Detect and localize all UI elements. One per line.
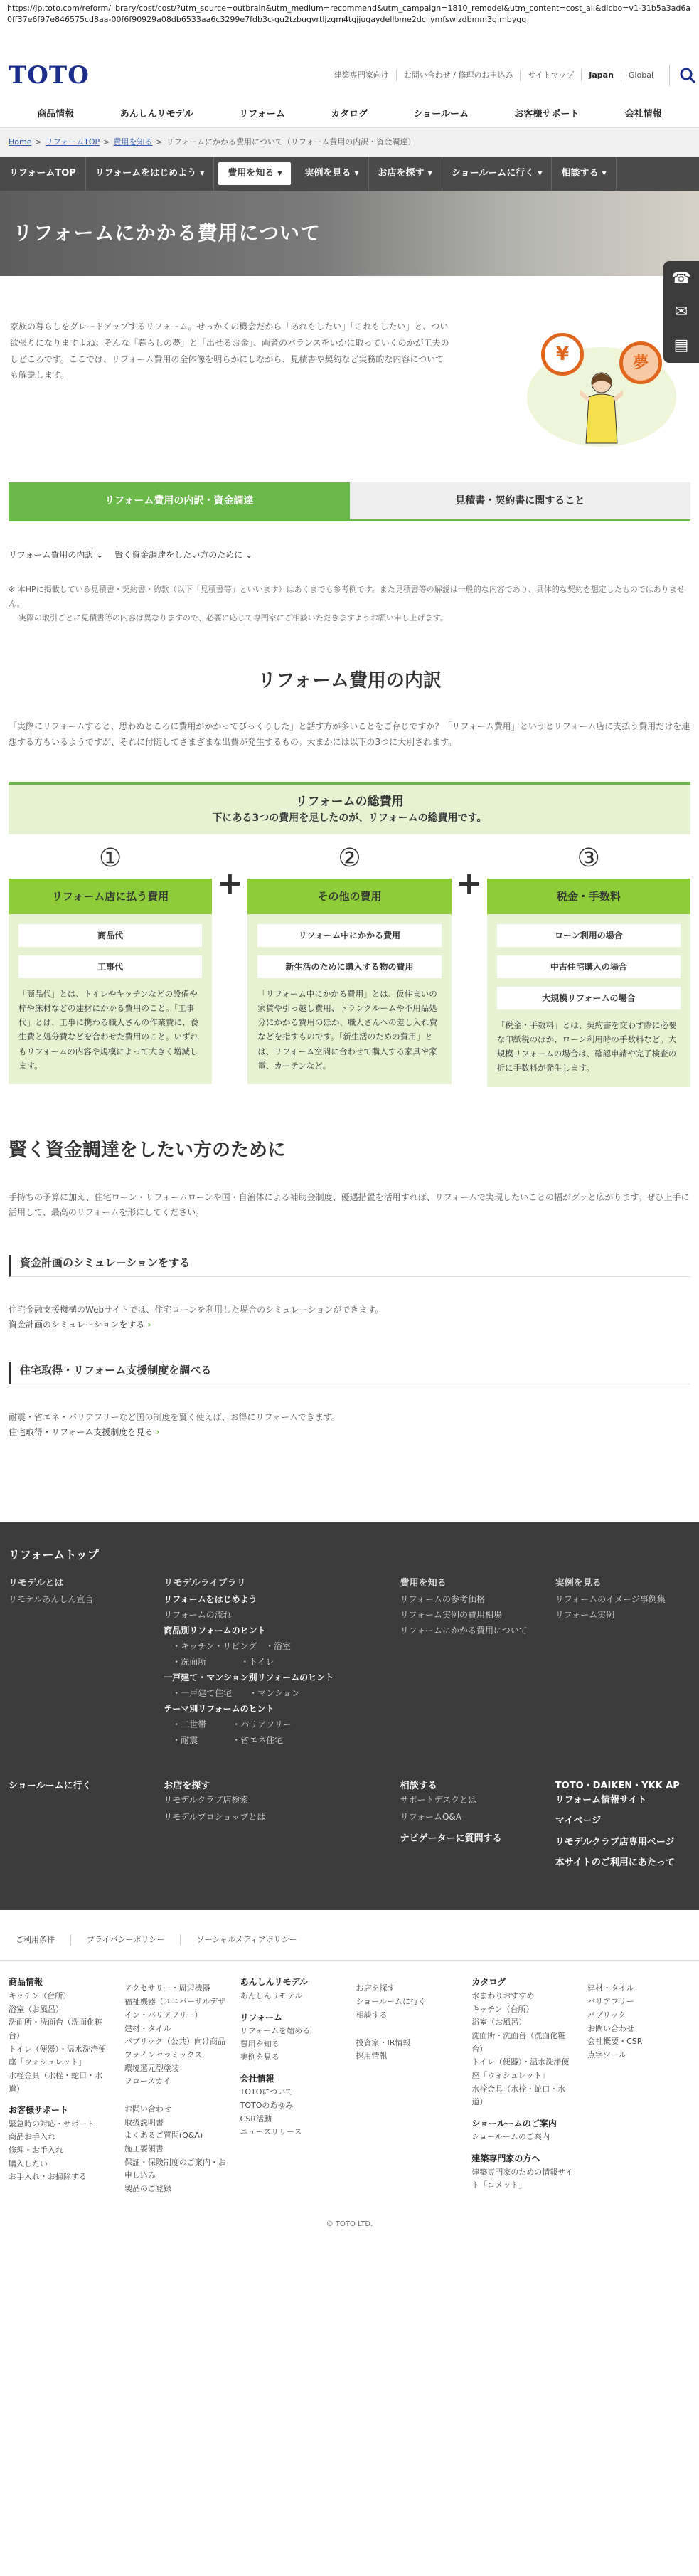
column-body	[9, 914, 212, 1084]
footer-navigator-link[interactable]: ナビゲーターに質問する	[400, 1833, 502, 1844]
footer-link[interactable]: リモデルプロショップとは	[164, 1811, 266, 1822]
intro-illustration	[513, 319, 683, 461]
crumb-current: リフォームにかかる費用について（リフォーム費用の内訳・資金調達）	[166, 137, 416, 147]
hero-banner	[0, 191, 699, 276]
sitemap-link[interactable]: 点字ツール	[587, 2050, 626, 2060]
subnav-shops[interactable]: お店を探す ▼	[369, 157, 442, 191]
sitemap-link[interactable]: お手入れ・お掃除する	[9, 2172, 87, 2182]
subnav-consult[interactable]: 相談する ▼	[552, 157, 616, 191]
sitemap-heading[interactable]: お客様サポート	[9, 2105, 69, 2116]
footer-link[interactable]: リフォームの流れ	[164, 1610, 232, 1621]
column-item: 大規模リフォームの場合	[497, 987, 681, 1009]
column-item: 工事代	[18, 955, 202, 978]
sitemap-link[interactable]: CSR活動	[240, 2114, 272, 2124]
sitemap-link[interactable]: ニュースリリース	[240, 2127, 302, 2137]
footer-link[interactable]: ・キッチン・リビング ・浴室	[172, 1641, 292, 1652]
footer-showroom-link[interactable]: ショールームに行く	[9, 1781, 92, 1792]
subnav-examples[interactable]: 実例を見る ▼	[295, 157, 368, 191]
gnav-catalog[interactable]: カタログ	[331, 108, 368, 120]
sitemap-link[interactable]: 修理・お手入れ	[9, 2146, 63, 2156]
util-link-contact[interactable]: お問い合わせ / 修理のお申込み	[396, 70, 521, 82]
sitemap-link[interactable]: 施工要領書	[124, 2144, 164, 2154]
footer-consult-heading[interactable]: 相談する	[400, 1781, 437, 1792]
sitemap-link[interactable]: お店を探す	[356, 1983, 395, 1993]
column-text: 「商品代」とは、トイレやキッチンなどの設備や枠や床材などの建材にかかる費用のこと。「工事代」とは、工事に携わる職人さんの作業費に、養生費と処分費などを合わせた費用のこと。いずれもリフォームの内容や規模によって大きく増減します。	[18, 989, 198, 1071]
column-item: ローン利用の場合	[497, 924, 681, 947]
column-number: ①	[99, 844, 122, 874]
footer-col-examples	[555, 1576, 690, 1750]
footer-grid	[9, 1576, 690, 1750]
sitemap-heading[interactable]: ショールームのご案内	[471, 2119, 557, 2129]
reform-subnav	[0, 157, 699, 191]
support-text: 耐震・省エネ・バリアフリーなど国の制度を賢く使えば、お得にリフォームできます。	[9, 1412, 340, 1423]
footer-right-link[interactable]: リモデルクラブ店専用ページ	[555, 1836, 675, 1848]
subnav-showroom[interactable]: ショールームに行く ▼	[442, 157, 553, 191]
footer-link[interactable]: リフォームをはじめよう	[164, 1594, 257, 1605]
footer-link[interactable]: ・一戸建て住宅 ・マンション	[172, 1688, 300, 1699]
footer-nav	[0, 1522, 699, 1910]
sitemap-link[interactable]: 採用情報	[356, 2051, 388, 2061]
lang-global[interactable]: Global	[621, 70, 661, 82]
column-heading: その他の費用	[247, 879, 451, 914]
sitemap-link[interactable]: 投資家・IR情報	[356, 2037, 411, 2047]
breakdown-title: リフォーム費用の内訳	[257, 670, 442, 692]
lang-japan[interactable]: Japan	[581, 70, 621, 82]
address-bar-url[interactable]: https://jp.toto.com/reform/library/cost/cost/?utm_source=outbrain&utm_medium=recommend&utm_campaign=1810_remodel&utm_content=cost_all&dicbo=v1-31b5a3ad6a0ff37e6f97e846575cd8aa-00f6f90929a08db6533aa6c3299e7fdb3c-gu2tzbugvrtljzgm4tgjjugaydellbme2dcljymfswizdbmm3gimbygq	[7, 4, 691, 24]
total-cost-box	[9, 782, 690, 835]
anchor-links	[0, 521, 699, 583]
sitemap-link[interactable]: キッチン（台所）	[471, 2004, 534, 2014]
search-icon[interactable]	[669, 65, 690, 86]
sitemap-link[interactable]: リフォームを始める	[240, 2025, 311, 2035]
sitemap-link[interactable]: 商品お手入れ	[9, 2132, 55, 2142]
footer-reform-top[interactable]: リフォームトップ	[9, 1547, 99, 1562]
footer-link[interactable]: リフォーム実例	[555, 1610, 615, 1621]
sitemap-link[interactable]: 水まわりおすすめ	[471, 1991, 535, 2000]
yen-coin-icon: ¥	[541, 333, 584, 376]
sitemap-link[interactable]: 洗面所・洗面台（洗面化粧台）	[9, 2018, 102, 2040]
sitemap-link[interactable]: TOTOのあゆみ	[240, 2101, 294, 2111]
site-header	[0, 50, 699, 101]
column-item: リフォーム中にかかる費用	[257, 924, 441, 947]
sitemap-heading[interactable]	[587, 1975, 690, 1982]
crumb-reform-top[interactable]: リフォームTOP	[45, 137, 100, 147]
plus-icon: +	[216, 865, 243, 902]
sitemap-heading[interactable]	[124, 2096, 228, 2103]
utility-links	[327, 65, 690, 86]
sitemap-link[interactable]: バリアフリー	[587, 1997, 634, 2007]
footer-col-heading[interactable]: 実例を見る	[555, 1577, 602, 1589]
sitemap-link[interactable]: 会社概要・CSR	[587, 2037, 643, 2047]
policy-links	[0, 1910, 699, 1961]
sitemap-link[interactable]: TOTOについて	[240, 2087, 294, 2097]
sitemap-link[interactable]: 洗面所・洗面台（洗面化粧台）	[471, 2030, 566, 2054]
footer-link[interactable]: ・洗面所 ・トイレ	[172, 1657, 274, 1668]
sitemap-link[interactable]: 取扱説明書	[124, 2117, 164, 2127]
anchor-breakdown[interactable]: リフォーム費用の内訳 ⌄	[9, 548, 103, 561]
footer-link[interactable]: ・二世帯 ・バリアフリー	[172, 1719, 292, 1730]
column-item: 中古住宅購入の場合	[497, 955, 681, 978]
sitemap-link[interactable]: パブリック	[587, 2010, 626, 2020]
sitemap-column	[587, 1975, 690, 2195]
footer-link[interactable]: リモデルあんしん宣言	[9, 1594, 94, 1605]
footer-right-link[interactable]: TOTO・DAIKEN・YKK AP リフォーム情報サイト	[555, 1781, 680, 1806]
dream-coin-icon: 夢	[619, 341, 662, 384]
note-line-1: ※ 本HPに掲載している見積書・契約書・約款（以下「見積書等」といいます）はあくまでも参考例です。また見積書等の解説は一般的な内容であり、具体的な契約を想定したものではありません。	[9, 585, 685, 608]
column-heading: リフォーム店に払う費用	[9, 879, 212, 914]
sitemap-link[interactable]: あんしんリモデル	[240, 1991, 303, 2000]
cost-column-1	[9, 846, 212, 1084]
sitemap-heading[interactable]: あんしんリモデル	[240, 1977, 309, 1988]
sitemap-link[interactable]: 浴室（お風呂）	[9, 2004, 63, 2014]
sitemap-link[interactable]: フロースカイ	[124, 2077, 171, 2087]
sitemap-link[interactable]: お問い合わせ	[124, 2104, 171, 2114]
util-link-sitemap[interactable]: サイトマップ	[520, 70, 581, 82]
footer-col-remodel	[9, 1576, 144, 1750]
subnav-reform-top[interactable]: リフォームTOP	[0, 157, 86, 191]
column-heading: 税金・手数料	[487, 879, 690, 914]
note-line-2: 実際の取引ごとに見積書等の内容は異なりますので、必要に応じて専門家にご相談いただきますようお願い申し上げます。	[18, 613, 448, 622]
column-text: 「税金・手数料」とは、契約書を交わす際に必要な印紙税のほか、ローン利用時の手数料など。大規模リフォームの場合は、確認申請や完了検査の折に手数料が発生します。	[496, 1020, 677, 1074]
sitemap-heading[interactable]: 商品情報	[9, 1977, 43, 1988]
subnav-cost[interactable]: 費用を知る ▼	[218, 162, 291, 185]
sitemap-column	[471, 1975, 575, 2195]
document-icon[interactable]: ▤	[673, 336, 689, 354]
sitemap-column	[356, 1975, 459, 2195]
policy-terms[interactable]: ご利用条件	[16, 1934, 55, 1944]
simulation-link[interactable]: 資金計画のシミュレーションをする ›	[0, 1318, 699, 1331]
gnav-support[interactable]: お客様サポート	[514, 108, 580, 120]
floating-side-menu	[663, 261, 699, 363]
sitemap-link[interactable]: トイレ（便器）・温水洗浄便座「ウォシュレット」	[471, 2057, 570, 2080]
intro-section	[0, 276, 699, 482]
sitemap-heading[interactable]: 会社情報	[240, 2073, 274, 2084]
disclaimer-note	[0, 583, 699, 625]
footer-link[interactable]: リフォームのイメージ事例集	[555, 1594, 666, 1605]
footer-shop-heading[interactable]: お店を探す	[164, 1781, 210, 1792]
footer-link[interactable]: リフォーム実例の費用相場	[400, 1610, 502, 1621]
funding-title: 賢く資金調達をしたい方のために	[9, 1139, 287, 1161]
footer-col-heading[interactable]: 費用を知る	[400, 1577, 447, 1589]
plus-icon: +	[456, 865, 483, 902]
cost-columns	[9, 846, 690, 1087]
chat-icon[interactable]: ✉	[674, 303, 688, 321]
footer-sitemap	[0, 1961, 699, 2210]
sitemap-link[interactable]: 建築専門家のための情報サイト「コメット」	[471, 2167, 573, 2190]
footer-col-heading[interactable]: リモデルライブラリ	[164, 1577, 246, 1589]
content-tabs	[9, 482, 690, 519]
gnav-anshin[interactable]: あんしんリモデル	[119, 108, 193, 120]
footer-row2	[9, 1779, 690, 1875]
footer-link[interactable]: ・耐震 ・省エネ住宅	[172, 1735, 284, 1746]
subnav-start[interactable]: リフォームをはじめよう ▼	[86, 157, 215, 191]
tab-estimate-contract[interactable]: 見積書・契約書に関すること	[350, 482, 691, 519]
sitemap-link[interactable]: パブリック（公共）向け商品	[124, 2037, 225, 2047]
sitemap-link[interactable]: 製品のご登録	[124, 2184, 171, 2194]
sitemap-link[interactable]: 福祉機器（ユニバーサルデザイン・バリアフリー）	[124, 1997, 226, 2020]
sitemap-heading[interactable]	[356, 1975, 459, 1982]
footer-link[interactable]: リモデルクラブ店検索	[164, 1794, 249, 1805]
simulation-heading: 資金計画のシミュレーションをする	[9, 1255, 690, 1278]
gnav-company[interactable]: 会社情報	[624, 108, 662, 120]
column-number: ③	[577, 844, 600, 874]
cost-column-3	[487, 846, 690, 1087]
person-illustration	[580, 369, 623, 447]
sitemap-link[interactable]: 建材・タイル	[124, 2023, 171, 2033]
policy-privacy[interactable]: プライバシーポリシー	[70, 1934, 180, 1946]
footer-link[interactable]: 商品別リフォームのヒント	[164, 1626, 266, 1636]
sitemap-link[interactable]: 緊急時の対応・サポート	[9, 2119, 95, 2129]
simulation-text: 住宅金融支援機構のWebサイトでは、住宅ローンを利用した場合のシミュレーションができます。	[9, 1305, 384, 1315]
breakdown-lead: 「実際にリフォームすると、思わぬところに費用がかかってびっくりした」と話す方が多いことをご存じですか？「リフォーム費用」というとリフォーム店に支払う費用だけを連想する方もいるようですが、それに付随してさまざまな出費が発生するもの。大まかには以下の3つに大別されます。	[9, 721, 690, 747]
total-cost-title: リフォームの総費用	[295, 794, 404, 809]
gnav-reform[interactable]: リフォーム	[239, 108, 285, 120]
headset-icon[interactable]: ☎	[671, 270, 691, 287]
sitemap-column	[240, 1975, 343, 2195]
sitemap-link[interactable]: 水栓金具（水栓・蛇口・水道）	[471, 2084, 566, 2107]
sitemap-heading[interactable]: リフォーム	[240, 2012, 283, 2023]
footer-right-link[interactable]: マイページ	[555, 1816, 602, 1827]
sitemap-link[interactable]: 相談する	[356, 2010, 388, 2020]
support-heading: 住宅取得・リフォーム支援制度を調べる	[9, 1362, 690, 1385]
footer-link[interactable]: テーマ別リフォームのヒント	[164, 1704, 274, 1714]
sitemap-heading[interactable]: カタログ	[471, 1977, 506, 1988]
column-body	[247, 914, 451, 1084]
footer-col-cost	[400, 1576, 535, 1750]
sitemap-column	[9, 1975, 112, 2195]
footer-link[interactable]: リフォームにかかる費用について	[400, 1626, 528, 1636]
sitemap-column	[124, 1975, 228, 2195]
funding-lead: 手持ちの予算に加え、住宅ローン・リフォームローンや国・自治体による補助金制度、優遇措置を活用すれば、リフォームで実現したいことの幅がグッと広がります。ぜひ上手に活用して、最高のリフォームを形にしてください。	[9, 1192, 690, 1218]
sitemap-link[interactable]: ファインセラミックス	[124, 2050, 203, 2060]
util-link-pro[interactable]: 建築専門家向け	[334, 70, 389, 80]
breadcrumb: Home > リフォームTOP > 費用を知る > リフォームにかかる費用について（リフォーム費用の内訳・資金調達）	[0, 128, 699, 157]
footer-right-link[interactable]: 本サイトのご利用にあたって	[555, 1857, 675, 1869]
sitemap-link[interactable]: 保証・保険制度のご案内・お申し込み	[124, 2157, 226, 2180]
sitemap-link[interactable]: 浴室（お風呂）	[471, 2018, 527, 2028]
sitemap-link[interactable]: ショールームに行く	[356, 1997, 427, 2007]
footer-link[interactable]: 一戸建て・マンション別リフォームのヒント	[164, 1673, 334, 1683]
footer-link[interactable]: リフォームQ&A	[400, 1811, 461, 1822]
footer-link[interactable]: リフォームの参考価格	[400, 1594, 485, 1605]
column-number: ②	[338, 844, 361, 874]
footer-col-heading[interactable]: リモデルとは	[9, 1577, 64, 1589]
footer-link[interactable]: サポートデスクとは	[400, 1794, 477, 1805]
sitemap-heading[interactable]	[356, 2030, 459, 2037]
gnav-showroom[interactable]: ショールーム	[413, 108, 469, 120]
sitemap-link[interactable]: トイレ（便器）・温水洗浄便座「ウォシュレット」	[9, 2044, 106, 2067]
sitemap-link[interactable]: 環境還元型塗装	[124, 2063, 179, 2073]
policy-social[interactable]: ソーシャルメディアポリシー	[180, 1934, 312, 1946]
gnav-products[interactable]: 商品情報	[37, 108, 75, 120]
toto-logo[interactable]: TOTO	[9, 60, 90, 90]
column-item: 新生活のために購入する物の費用	[257, 955, 441, 978]
crumb-home[interactable]: Home	[9, 137, 32, 147]
total-cost-sub: 下にある3つの費用を足したのが、リフォームの総費用です。	[212, 812, 487, 825]
sitemap-link[interactable]: 実例を見る	[240, 2052, 279, 2062]
column-body	[487, 914, 690, 1087]
global-nav	[0, 101, 699, 128]
page-title: リフォームにかかる費用について	[13, 221, 321, 245]
sitemap-link[interactable]: お問い合わせ	[587, 2023, 635, 2033]
column-item: 商品代	[18, 924, 202, 947]
sitemap-link[interactable]: アクセサリー・周辺機器	[124, 1983, 210, 1993]
sitemap-link[interactable]: 建材・タイル	[587, 1983, 634, 1993]
cost-column-2	[247, 846, 451, 1084]
column-text: 「リフォーム中にかかる費用」とは、仮住まいの家賃や引っ越し費用、トランクルームや不用品処分にかかる費用のほか、職人さんへの差し入れ費などを指すものです。「新生活のための費用」とは、リフォーム空間に合わせて購入する家具や家電、カーテンなど。	[257, 989, 438, 1071]
intro-text: 家族の暮らしをグレードアップするリフォーム。せっかくの機会だから「あれもしたい」「これもしたい」と、つい欲張りになりますよね。そんな「暮らしの夢」と「出せるお金」、両者のバランスをいかに取っていくのかが工夫のしどころです。ここでは、リフォーム費用の全体像を明らかにしながら、見積書や契約など実務的な内容についても解説します。	[10, 322, 449, 381]
copyright: © TOTO LTD.	[326, 2220, 373, 2228]
crumb-cost[interactable]: 費用を知る	[113, 137, 153, 147]
sitemap-link[interactable]: よくあるご質問(Q&A)	[124, 2131, 203, 2141]
sitemap-link[interactable]: 水栓金具（水栓・蛇口・水道）	[9, 2070, 102, 2094]
footer-col-library	[164, 1576, 380, 1750]
sitemap-link[interactable]: 費用を知る	[240, 2039, 279, 2049]
sitemap-heading[interactable]: 建築専門家の方へ	[471, 2153, 540, 2164]
sitemap-heading[interactable]	[124, 1975, 228, 1982]
support-link[interactable]: 住宅取得・リフォーム支援制度を見る ›	[0, 1426, 699, 1438]
sitemap-link[interactable]: 購入したい	[9, 2158, 48, 2168]
sitemap-link[interactable]: キッチン（台所）	[9, 1991, 71, 2000]
sitemap-link[interactable]: ショールームのご案内	[471, 2132, 550, 2142]
tab-cost-breakdown[interactable]: リフォーム費用の内訳・資金調達	[9, 482, 350, 519]
anchor-funding[interactable]: 賢く資金調達をしたい方のために ⌄	[114, 548, 252, 561]
